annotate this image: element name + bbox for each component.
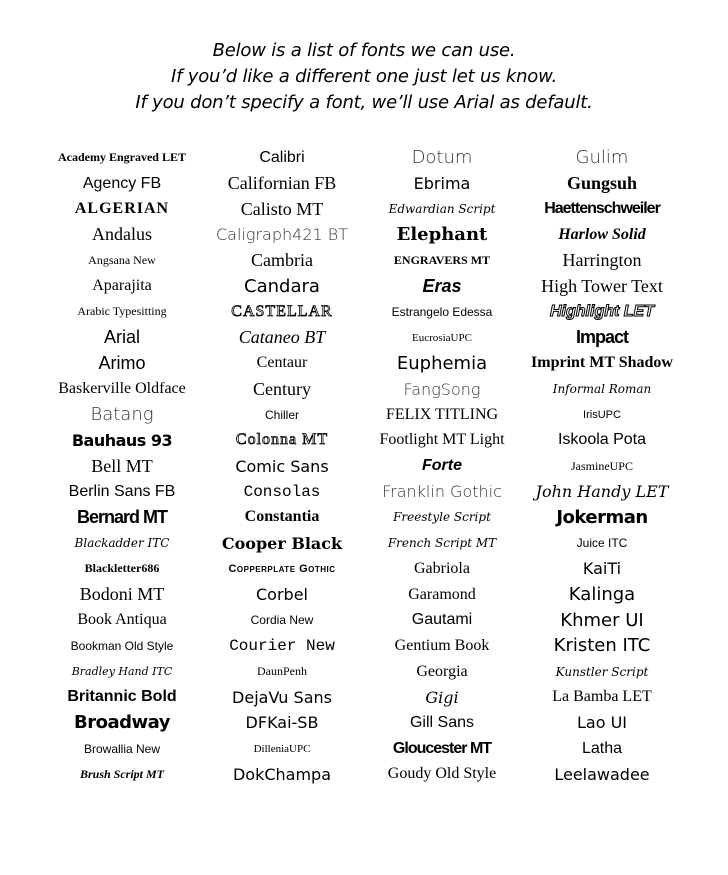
font-list-item: Arabic Typesitting: [77, 304, 167, 319]
font-list-item: Blackletter686: [84, 561, 160, 576]
font-list-item: ALGERIAN: [74, 200, 170, 218]
font-list-item: Batang: [90, 404, 154, 426]
font-list-item: Kristen ITC: [553, 635, 651, 657]
font-list-item: Cambria: [251, 250, 313, 271]
font-list-item: Arial: [103, 327, 140, 348]
font-list-item: Agency FB: [82, 174, 162, 192]
font-list-item: Gentium Book: [394, 636, 490, 654]
font-list-item: Highlight LET: [550, 302, 654, 320]
font-list-item: Colonna MT: [235, 431, 329, 449]
font-list-item: Estrangelo Edessa: [391, 304, 493, 319]
font-list-item: Juice ITC: [576, 536, 628, 551]
font-list-item: Chiller: [264, 407, 299, 422]
font-list-item: Goudy Old Style: [387, 765, 497, 783]
font-list-item: Eras: [422, 275, 462, 296]
font-list-item: Gungsuh: [566, 173, 638, 194]
font-list-item: KaiTi: [582, 559, 622, 579]
font-list-item: Informal Roman: [552, 382, 652, 397]
font-list-item: Gill Sans: [409, 713, 475, 731]
font-list-item: Comic Sans: [235, 456, 329, 476]
font-list-item: Freestyle Script: [393, 510, 491, 525]
font-list-item: Gigi: [425, 687, 459, 707]
font-list-item: DokChampa: [232, 764, 332, 784]
font-list-item: DilleniaUPC: [253, 742, 311, 755]
font-list-item: Kalinga: [568, 584, 636, 606]
font-list-item: Constantia: [244, 508, 320, 526]
font-list-item: Georgia: [416, 662, 468, 680]
font-list-item: Garamond: [408, 585, 476, 603]
font-list-item: Lao UI: [576, 713, 628, 733]
font-list-item: La Bamba LET: [552, 688, 652, 706]
font-list-item: Edwardian Script: [388, 202, 496, 217]
font-list-item: DFKai-SB: [245, 713, 319, 733]
font-list-item: High Tower Text: [541, 275, 663, 296]
font-list-item: Book Antiqua: [77, 611, 167, 629]
font-list-item: Berlin Sans FB: [68, 482, 176, 500]
font-list-item: Bernard MT: [76, 506, 167, 527]
font-list-item: Gulim: [575, 147, 629, 169]
font-list-item: Calibri: [259, 148, 305, 166]
font-list-item: Bookman Old Style: [70, 638, 174, 653]
font-list-item: DaunPenh: [257, 664, 307, 679]
font-list-item: Gabriola: [414, 559, 470, 577]
font-list-item: Bradley Hand ITC: [71, 665, 173, 679]
font-list-item: Impact: [575, 327, 629, 348]
font-list-item: FangSong: [403, 379, 481, 399]
font-list-item: Century: [253, 378, 311, 399]
font-list-item: Browallia New: [83, 741, 161, 756]
font-list-item: Copperplate Gothic: [228, 562, 336, 575]
font-list-item: Kunstler Script: [555, 664, 649, 679]
font-list-item: Aparajita: [92, 277, 152, 295]
font-list-item: Britannic Bold: [67, 688, 177, 706]
font-list-item: John Handy LET: [535, 482, 669, 502]
font-list-item: Baskerville Oldface: [58, 380, 186, 398]
font-list-item: Bauhaus 93: [71, 430, 173, 450]
font-list-item: Blackadder ITC: [74, 536, 170, 551]
font-list-item: Bell MT: [91, 455, 153, 476]
font-list-item: EucrosiaUPC: [412, 331, 472, 344]
font-list-item: Andalus: [92, 224, 152, 245]
font-list-item: Haettenschweiler: [544, 200, 660, 218]
font-list-item: JasmineUPC: [570, 458, 633, 473]
font-list-item: Angsana New: [88, 253, 156, 268]
font-list-item: Cooper Black: [221, 533, 343, 553]
font-list-item: Khmer UI: [560, 609, 644, 631]
font-list-item: Leelawadee: [554, 764, 650, 784]
font-list-item: French Script MT: [387, 536, 497, 551]
font-list-item: Franklin Gothic: [382, 482, 502, 502]
font-list-item: Bodoni MT: [79, 584, 165, 605]
font-list-item: Gloucester MT: [392, 739, 492, 757]
font-list-item: DejaVu Sans: [232, 687, 332, 707]
font-list-item: FELIX TITLING: [385, 405, 499, 423]
intro-line-3: If you don’t specify a font, we’ll use Arial as default.: [135, 92, 593, 113]
font-list-item: IrisUPC: [583, 408, 621, 421]
font-list-item: Latha: [581, 739, 623, 757]
font-list-item: Footlight MT Light: [379, 431, 505, 449]
font-list-item: Californian FB: [227, 173, 337, 194]
font-list-item: Iskoola Pota: [557, 431, 647, 449]
font-list-item: Arimo: [98, 352, 146, 373]
font-list-item: Caligraph421 BT: [215, 225, 349, 245]
font-list-item: Calisto MT: [240, 198, 324, 219]
font-list-item: Imprint MT Shadow: [531, 354, 673, 372]
font-list-item: Dotum: [411, 147, 473, 169]
intro-text: [0, 38, 728, 116]
font-list-item: ENGRAVERS MT: [393, 253, 491, 268]
font-list-item: Elephant: [396, 224, 488, 246]
font-list-item: Euphemia: [396, 352, 488, 374]
intro-line-2: If you’d like a different one just let us know.: [170, 66, 557, 87]
font-list-item: Consolas: [243, 482, 321, 501]
font-list-item: Centaur: [256, 354, 308, 372]
font-list-item: Candara: [244, 275, 320, 297]
font-list-item: Broadway: [74, 712, 170, 734]
font-list-item: Brush Script MT: [79, 766, 165, 781]
font-list-item: Cordia New: [250, 613, 314, 628]
font-list-item: Cataneo BT: [238, 327, 326, 348]
font-list-item: Gautami: [411, 611, 473, 629]
font-list-item: Academy Engraved LET: [57, 150, 186, 165]
font-list-item: Jokerman: [556, 506, 648, 528]
font-list-item: CASTELLAR: [231, 302, 333, 320]
font-list-item: Courier New: [229, 636, 335, 655]
font-list-item: Corbel: [256, 585, 308, 605]
font-list-item: Ebrima: [413, 174, 471, 194]
font-list-item: Harlow Solid: [558, 225, 646, 243]
font-list-item: Forte: [422, 457, 462, 475]
intro-line-1: Below is a list of fonts we can use.: [212, 40, 516, 61]
font-list-item: Harrington: [562, 250, 642, 271]
font-list-grid: [42, 145, 682, 813]
